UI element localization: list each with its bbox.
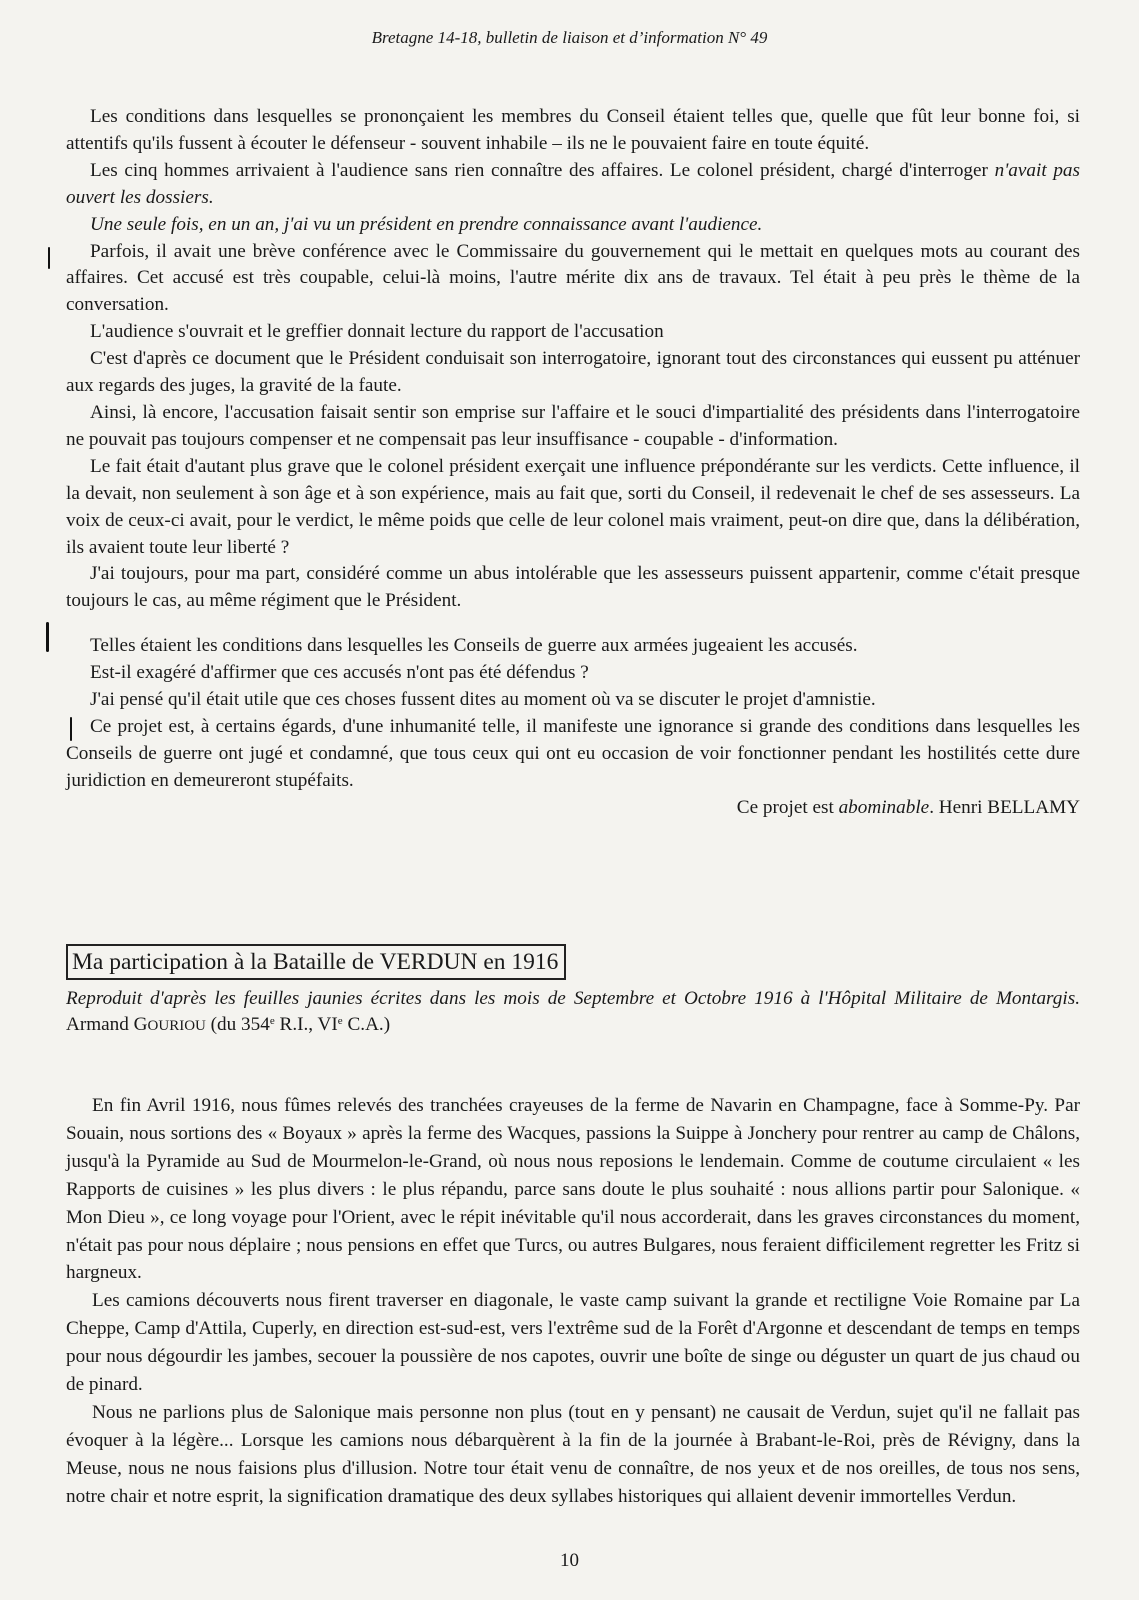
signature-emphasis: abominable	[838, 796, 930, 818]
paragraph-italic: n'avait pas ouvert les dossiers.	[66, 159, 1080, 208]
paragraph: Nous ne parlions plus de Salonique mais personne non plus (tout en y pensant) ne causait de Verdun, sujet qu'il ne fallait pas évoquer à la légère... Lorsque les camions nous débarquèrent à la fin de la journée à Brabant-le-Roi, près de Révigny, dans la Meuse, nous ne nous faisions plus d'illusion. Notre tour était venu de connaître, de nos yeux et de nos oreilles, de tous nos sens, notre chair et notre esprit, la signification dramatique des deux syllabes historiques qui allaient devenir immortelles Verdun.	[66, 1401, 1080, 1507]
signature-author: . Henri BELLAMY	[929, 796, 1080, 818]
paragraph: Les camions découverts nous firent traverser en diagonale, le vaste camp suivant la grande et rectiligne Voie Romaine par La Cheppe, Camp d'Attila, Cuperly, en direction est-sud-est, vers l'extrême sud de la Forêt d'Argonne et descendant de temps en temps pour nous dégourdir les jambes, secouer la poussière de nos capotes, ouvrir une boîte de singe ou déguster un quart de jus chaud ou de pinard.	[66, 1290, 1080, 1396]
author-cap: G	[133, 1014, 148, 1035]
italic-quote: Une seule fois, en un an, j'ai vu un président en prendre connaissance avant l'audience.	[90, 213, 763, 235]
paragraph: Les conditions dans lesquelles se prononçaient les membres du Conseil étaient telles que, quelle que fût leur bonne foi, si attentifs qu'ils fussent à écouter le défenseur - souvent inhabile – ils ne le pouvaient faire en toute équité.	[66, 106, 1080, 154]
credit-italic: Reproduit d'après les feuilles jaunies écrites dans les mois de Septembre et Octobre 1916 à l'Hôpital Militaire de Montargis.	[66, 988, 1080, 1009]
unit-mid: R.I., VI	[274, 1014, 338, 1035]
article-credit	[66, 986, 1080, 1039]
bellamy-article	[66, 104, 1080, 822]
unit-close: C.A.)	[342, 1014, 391, 1035]
paragraph: En fin Avril 1916, nous fûmes relevés des tranchées crayeuses de la ferme de Navarin en Champagne, face à Somme-Py. Par Souain, nous sortions des « Boyaux » après la ferme des Wacques, passions la Suippe à Jonchery pour rentrer au camp de Châlons, jusqu'à la Pyramide au Sud de Mourmelon-le-Grand, où nous nous reposions le lendemain. Comme de coutume circulaient « les Rapports de cuisines » les plus divers : le plus répandu, parce sans doute le plus souhaité : nous allions partir pour Salonique. « Mon Dieu », ce long voyage pour l'Orient, avec le répit inévitable qu'il nous accorderait, dans les graves circonstances du moment, n'était pas pour nous déplaire ; nous pensions en effet que Turcs, ou autres Bulgares, nous feraient difficilement regretter les Fritz si hargneux.	[66, 1095, 1080, 1284]
unit-open: (du 354	[205, 1014, 270, 1035]
paragraph: J'ai pensé qu'il était utile que ces choses fussent dites au moment où va se discuter le projet d'amnistie.	[90, 689, 876, 711]
author-rest: OURIOU	[147, 1018, 206, 1034]
paragraph: Est-il exagéré d'affirmer que ces accusés n'ont pas été défendus ?	[90, 662, 589, 684]
paragraph: Ainsi, là encore, l'accusation faisait sentir son emprise sur l'affaire et le souci d'impartialité des présidents dans l'interrogatoire ne pouvait pas toujours compenser et ne compensait pas leur insuffisance - coupable - d'information.	[66, 401, 1080, 450]
article-title: Ma participation à la Bataille de VERDUN en 1916	[66, 944, 566, 980]
paragraph: Le fait était d'autant plus grave que le colonel président exerçait une influence prépondérante sur les verdicts. Cette influence, il la devait, non seulement à son âge et à son expérience, mais au fait que, sorti du Conseil, il redevenait le chef de ses assesseurs. La voix de ceux-ci avait, pour le verdict, le même poids que celle de leur colonel mais vraiment, peut-on dire que, dans la délibération, ils avaient toute leur liberté ?	[66, 455, 1080, 558]
paragraph: Ce projet est, à certains égards, d'une inhumanité telle, il manifeste une ignorance si grande des conditions dans lesquelles les Conseils de guerre ont jugé et condamné, que tous ceux qui ont eu occasion de voir fonctionner pendant les hostilités cette dure juridiction en demeureront stupéfaits.	[66, 715, 1080, 791]
paragraph: L'audience s'ouvrait et le greffier donnait lecture du rapport de l'accusation	[90, 321, 664, 343]
signature-lead: Ce projet est	[736, 796, 839, 818]
paragraph: C'est d'après ce document que le Président conduisait son interrogatoire, ignorant tout des circonstances qui eussent pu atténuer aux regards des juges, la gravité de la faute.	[66, 348, 1080, 397]
gouriou-article	[66, 1092, 1080, 1511]
author-name	[66, 1014, 206, 1035]
paragraph	[66, 158, 1080, 212]
page-number: 10	[560, 1550, 579, 1571]
paragraph-text: Les cinq hommes arrivaient à l'audience sans rien connaître des affaires. Le colonel président, chargé d'interroger	[90, 159, 995, 181]
margin-mark	[48, 247, 50, 269]
author-first: Armand	[66, 1014, 134, 1035]
unit-sup: e	[337, 1015, 343, 1027]
unit-sup: e	[269, 1015, 275, 1027]
signature-line	[66, 795, 1080, 822]
paragraph: Telles étaient les conditions dans lesquelles les Conseils de guerre aux armées jugeaient les accusés.	[90, 635, 858, 657]
margin-mark	[46, 622, 49, 652]
paragraph: J'ai toujours, pour ma part, considéré comme un abus intolérable que les assesseurs puissent appartenir, comme c'était presque toujours le cas, au même régiment que le Président.	[66, 563, 1080, 612]
paragraph-italic-quote	[66, 212, 1080, 239]
paragraph: Parfois, il avait une brève conférence avec le Commissaire du gouvernement qui le mettait en quelques mots au courant des affaires. Cet accusé est très coupable, celui-là moins, l'autre mérite dix ans de travaux. Tel était à peu près le thème de la conversation.	[66, 240, 1080, 316]
running-header: Bretagne 14-18, bulletin de liaison et d’information N° 49	[371, 28, 768, 47]
